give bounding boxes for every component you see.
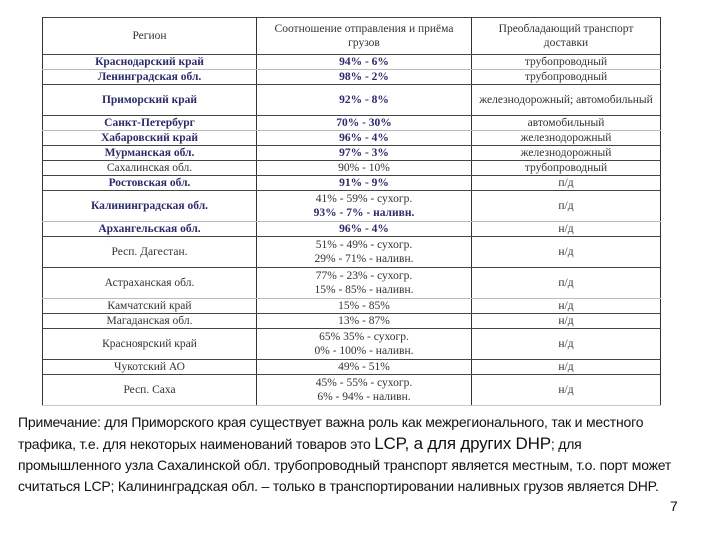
ratio-cell [257,176,472,191]
transport-cell: автомобильный [472,116,661,131]
table-row [43,375,661,406]
table-body [43,55,661,406]
transport-cell: трубопроводный [472,55,661,70]
ratio-line: 77% - 23% - сухогр. [315,270,413,282]
region-cell: Красноярский край [43,329,257,360]
transport-cell: трубопроводный [472,161,661,176]
ratio-cell [257,70,472,85]
transport-cell: п/д [472,176,661,191]
ratio-line: 70% - 30% [336,117,392,129]
table-row [43,85,661,116]
ratio-line: 92% - 8% [339,94,389,106]
ratio-cell [257,131,472,146]
ratio-line: 13% - 87% [338,315,390,327]
ratio-line: 94% - 6% [339,56,389,68]
transport-cell: п/д [472,268,661,299]
ratio-line: 0% - 100% - наливн. [314,345,414,357]
ratio-cell [257,116,472,131]
ratio-cell [257,329,472,360]
ratio-line: 91% - 9% [339,177,389,189]
region-cell: Ростовская обл. [43,176,257,191]
ratio-cell [257,237,472,268]
transport-cell: железнодорожный; автомобильный [472,85,661,116]
ratio-cell [257,268,472,299]
region-cell: Хабаровский край [43,131,257,146]
ratio-line: 49% - 51% [338,361,390,373]
ratio-cell [257,146,472,161]
ratio-cell [257,314,472,329]
region-cell: Магаданская обл. [43,314,257,329]
table-row [43,299,661,314]
ratio-cell [257,85,472,116]
ratio-cell [257,191,472,222]
ratio-cell [257,360,472,375]
region-cell: Санкт-Петербург [43,116,257,131]
ratio-line: 97% - 3% [339,147,389,159]
table-row [43,161,661,176]
ratio-line: 93% - 7% - наливн. [313,207,415,219]
region-cell: Респ. Дагестан. [43,237,257,268]
cargo-ratio-table-container [42,17,660,406]
table-row [43,116,661,131]
ratio-line: 90% - 10% [338,162,390,174]
region-cell: Ленинградская обл. [43,70,257,85]
region-cell: Приморский край [43,85,257,116]
table-row [43,55,661,70]
transport-cell: н/д [472,299,661,314]
ratio-cell [257,55,472,70]
region-cell: Мурманская обл. [43,146,257,161]
region-cell: Респ. Саха [43,375,257,406]
ratio-line: 51% - 49% - сухогр. [315,239,413,251]
header-ratio: Соотношение отправления и приёма грузов [257,18,472,55]
transport-cell: н/д [472,360,661,375]
region-cell: Сахалинская обл. [43,161,257,176]
footnote-text-emphasis: LCP, а для других DHP [374,434,551,453]
region-cell: Камчатский край [43,299,257,314]
ratio-line: 15% - 85% [338,300,390,312]
table-row [43,70,661,85]
footnote-text-2: ; для промышленного узла Сахалинской обл. трубопроводный транспорт является местным, т.о. порт может считаться LCP; Калининградская обл. – только в транспортировании наливных грузов является DHP. [18,436,672,494]
page-number: 7 [670,498,678,514]
ratio-line: 45% - 55% - сухогр. [315,377,413,389]
table-row [43,268,661,299]
ratio-line: 96% - 4% [339,223,389,235]
ratio-line: 29% - 71% - наливн. [314,253,414,265]
table-row [43,237,661,268]
region-cell: Краснодарский край [43,55,257,70]
ratio-cell [257,299,472,314]
header-region: Регион [43,18,257,55]
transport-cell: п/д [472,191,661,222]
table-row [43,360,661,375]
table-row [43,176,661,191]
transport-cell: н/д [472,329,661,360]
transport-cell: железнодорожный [472,146,661,161]
table-row [43,314,661,329]
ratio-line: 96% - 4% [339,132,389,144]
header-transport: Преобладающий транспорт доставки [472,18,661,55]
ratio-cell [257,222,472,237]
footnote [18,412,688,497]
ratio-cell [257,375,472,406]
cargo-ratio-table [42,17,661,406]
ratio-line: 15% - 85% - наливн. [314,284,414,296]
transport-cell: н/д [472,375,661,406]
table-row [43,329,661,360]
table-row [43,131,661,146]
region-cell: Астраханская обл. [43,268,257,299]
region-cell: Калининградская обл. [43,191,257,222]
transport-cell: железнодорожный [472,131,661,146]
table-row [43,146,661,161]
transport-cell: трубопроводный [472,70,661,85]
ratio-line: 41% - 59% - сухогр. [315,193,413,205]
table-header-row [43,18,661,55]
region-cell: Чукотский АО [43,360,257,375]
transport-cell: н/д [472,222,661,237]
ratio-line: 98% - 2% [339,71,389,83]
footnote-text-1: Примечание: для Приморского края существует важна роль как межрегионального, так и местного трафика, т.е. для некоторых наименований товаров это [18,414,644,452]
ratio-cell [257,161,472,176]
transport-cell: н/д [472,237,661,268]
ratio-line: 65% 35% - сухогр. [319,331,409,343]
ratio-line: 6% - 94% - наливн. [317,391,411,403]
table-row [43,191,661,222]
table-row [43,222,661,237]
region-cell: Архангельская обл. [43,222,257,237]
transport-cell: н/д [472,314,661,329]
